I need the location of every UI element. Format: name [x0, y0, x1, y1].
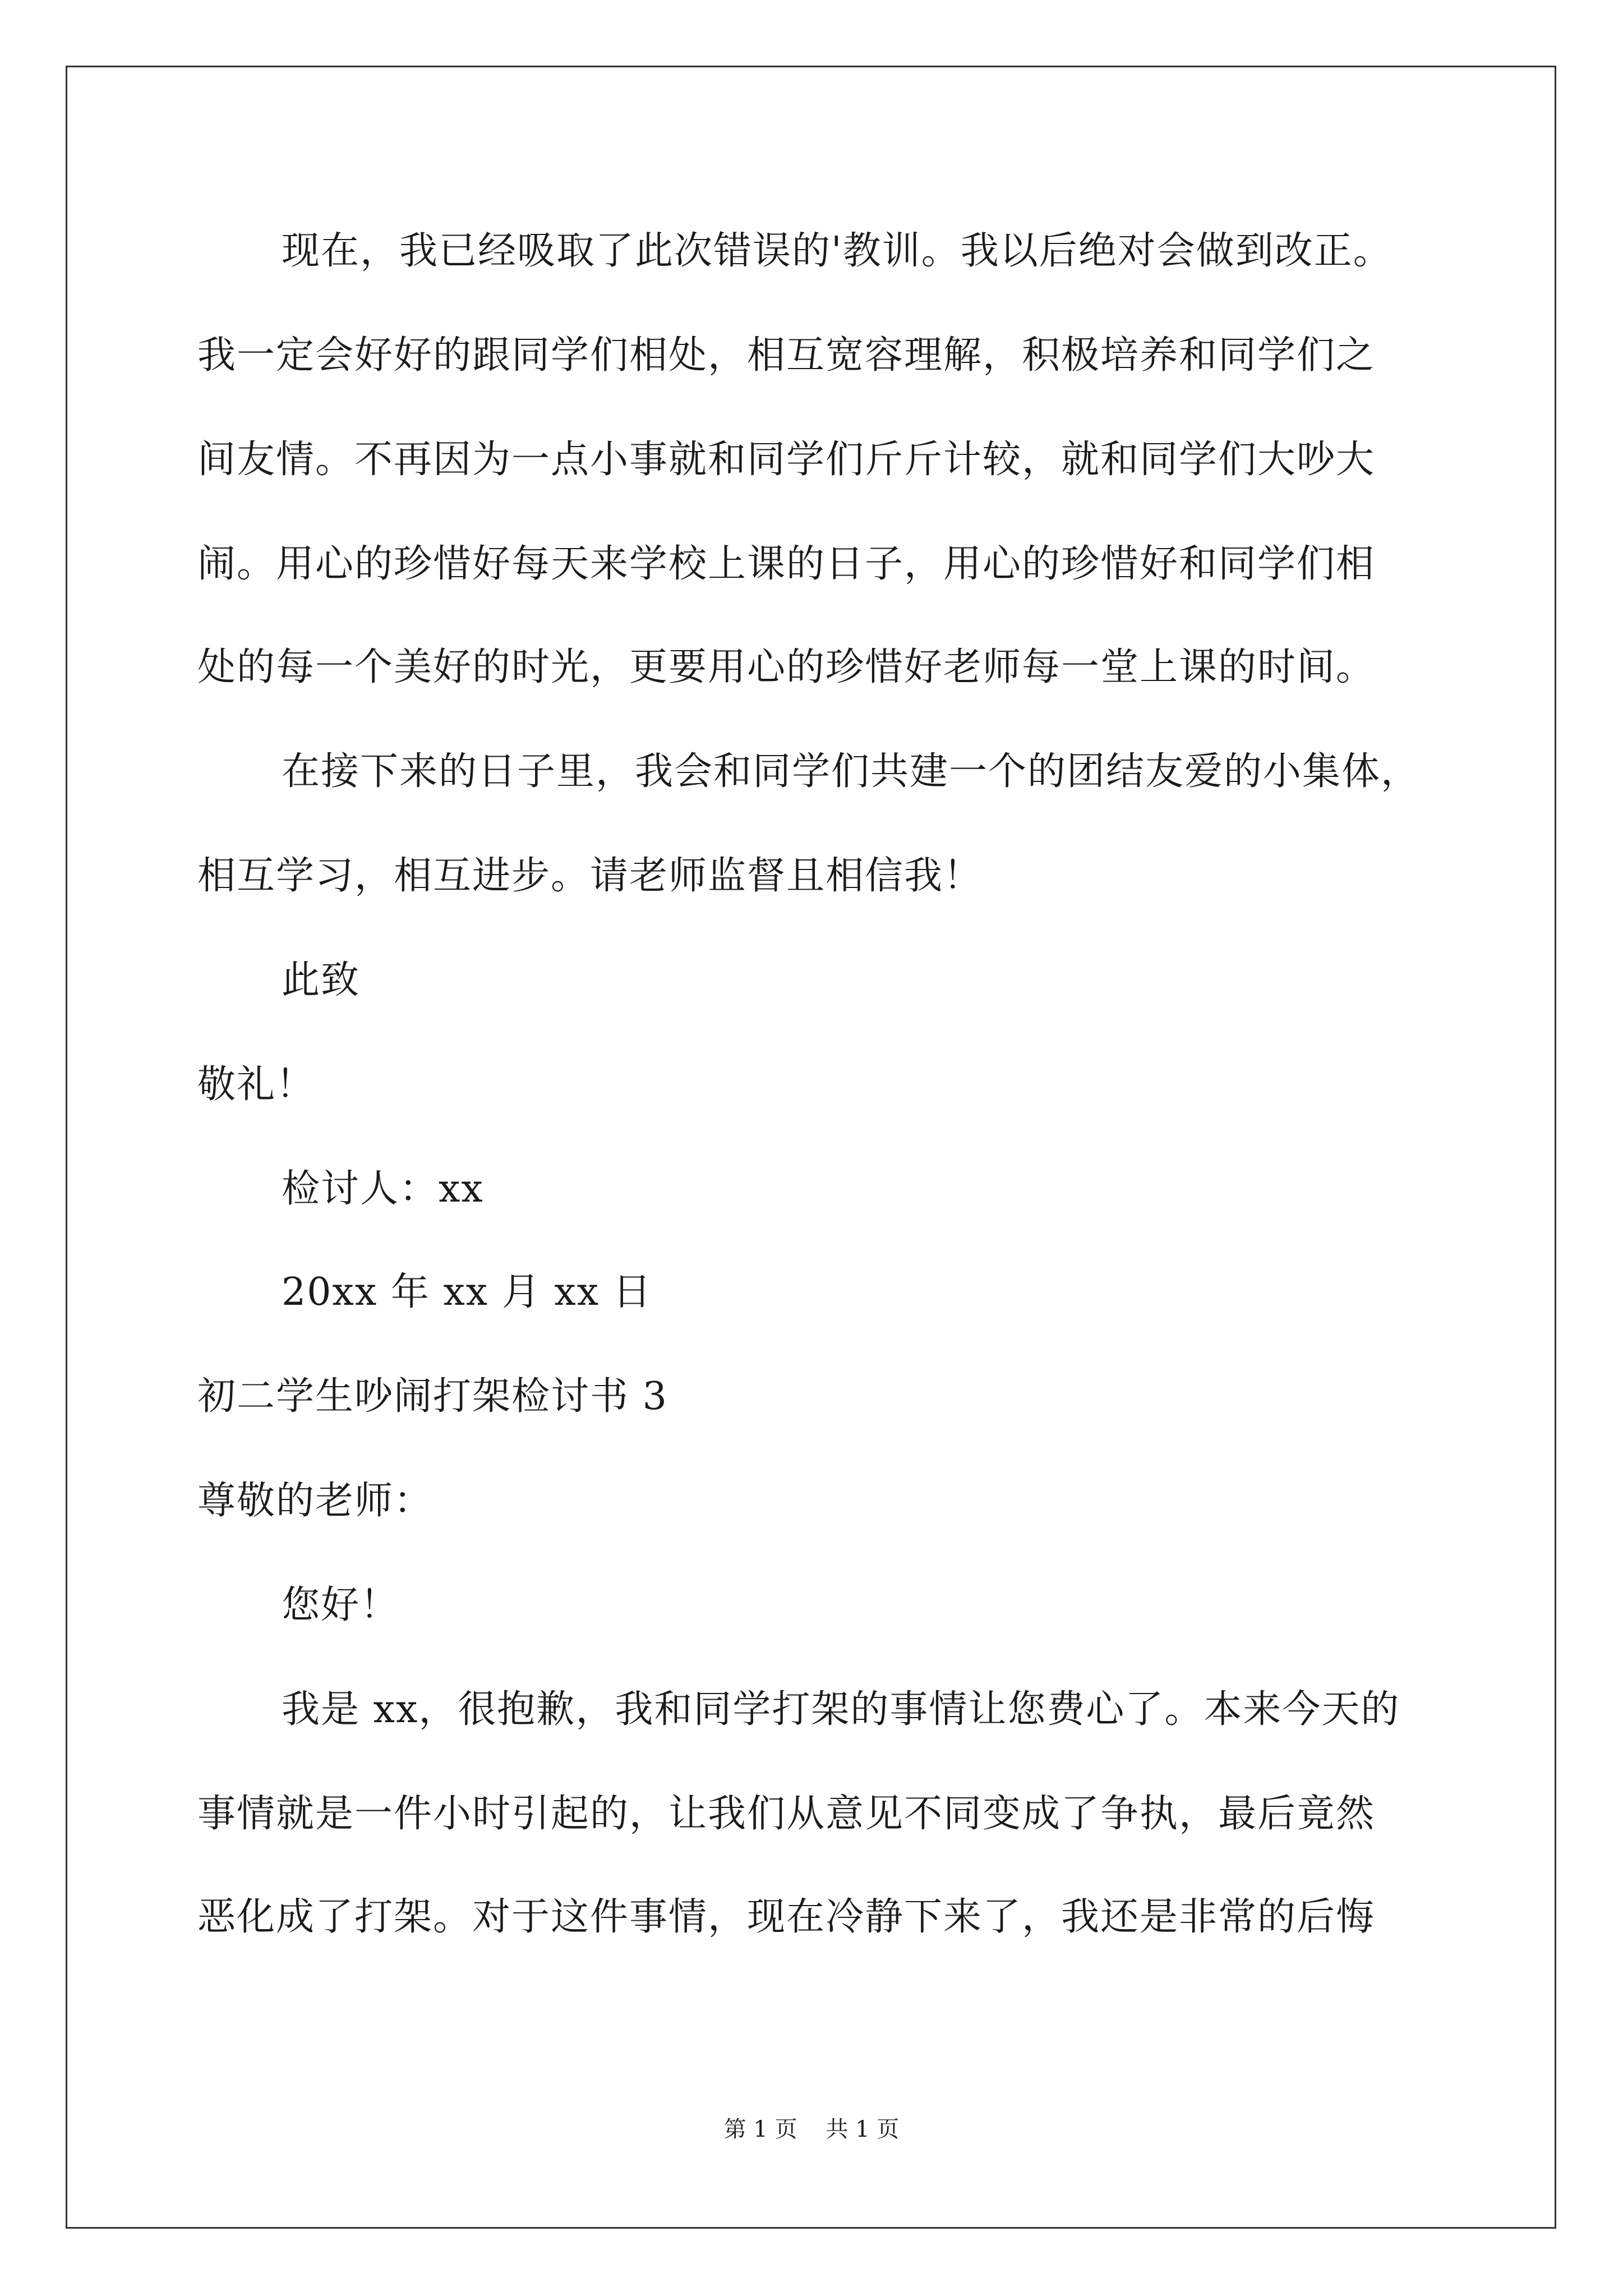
paragraph-line: 处的每一个美好的时光，更要用心的珍惜好老师每一堂上课的时间。: [197, 645, 1376, 689]
paragraph-line: 我一定会好好的跟同学们相处，相互宽容理解，积极培养和同学们之: [197, 333, 1376, 378]
paragraph-line: 我是 xx，很抱歉，我和同学打架的事情让您费心了。本来今天的: [282, 1687, 1400, 1732]
paragraph-line: 相互学习，相互进步。请老师监督且相信我！: [197, 854, 983, 898]
paragraph-line: 闹。用心的珍惜好每天来学校上课的日子，用心的珍惜好和同学们相: [197, 542, 1376, 586]
greeting: 尊敬的老师：: [197, 1479, 434, 1523]
paragraph-line: 事情就是一件小时引起的，让我们从意见不同变成了争执，最后竟然: [197, 1792, 1376, 1836]
greeting-hello: 您好！: [282, 1583, 400, 1627]
page-number-footer: 第 1 页 共 1 页: [723, 2116, 900, 2142]
paragraph-line: 恶化成了打架。对于这件事情，现在冷静下来了，我还是非常的后悔: [197, 1895, 1376, 1939]
section-title: 初二学生吵闹打架检讨书 3: [197, 1374, 668, 1419]
paragraph-line: 现在，我已经吸取了此次错误的'教训。我以后绝对会做到改正。: [282, 229, 1393, 273]
paragraph-line: 在接下来的日子里，我会和同学们共建一个的团结友爱的小集体，: [282, 749, 1421, 794]
closing-salutation: 此致: [282, 958, 361, 1002]
paragraph-line: 间友情。不再因为一点小事就和同学们斤斤计较，就和同学们大吵大: [197, 438, 1376, 482]
date-line: 20xx 年 xx 月 xx 日: [282, 1270, 652, 1314]
closing-regards: 敬礼！: [197, 1062, 316, 1107]
signature-line: 检讨人：xx: [282, 1167, 484, 1211]
